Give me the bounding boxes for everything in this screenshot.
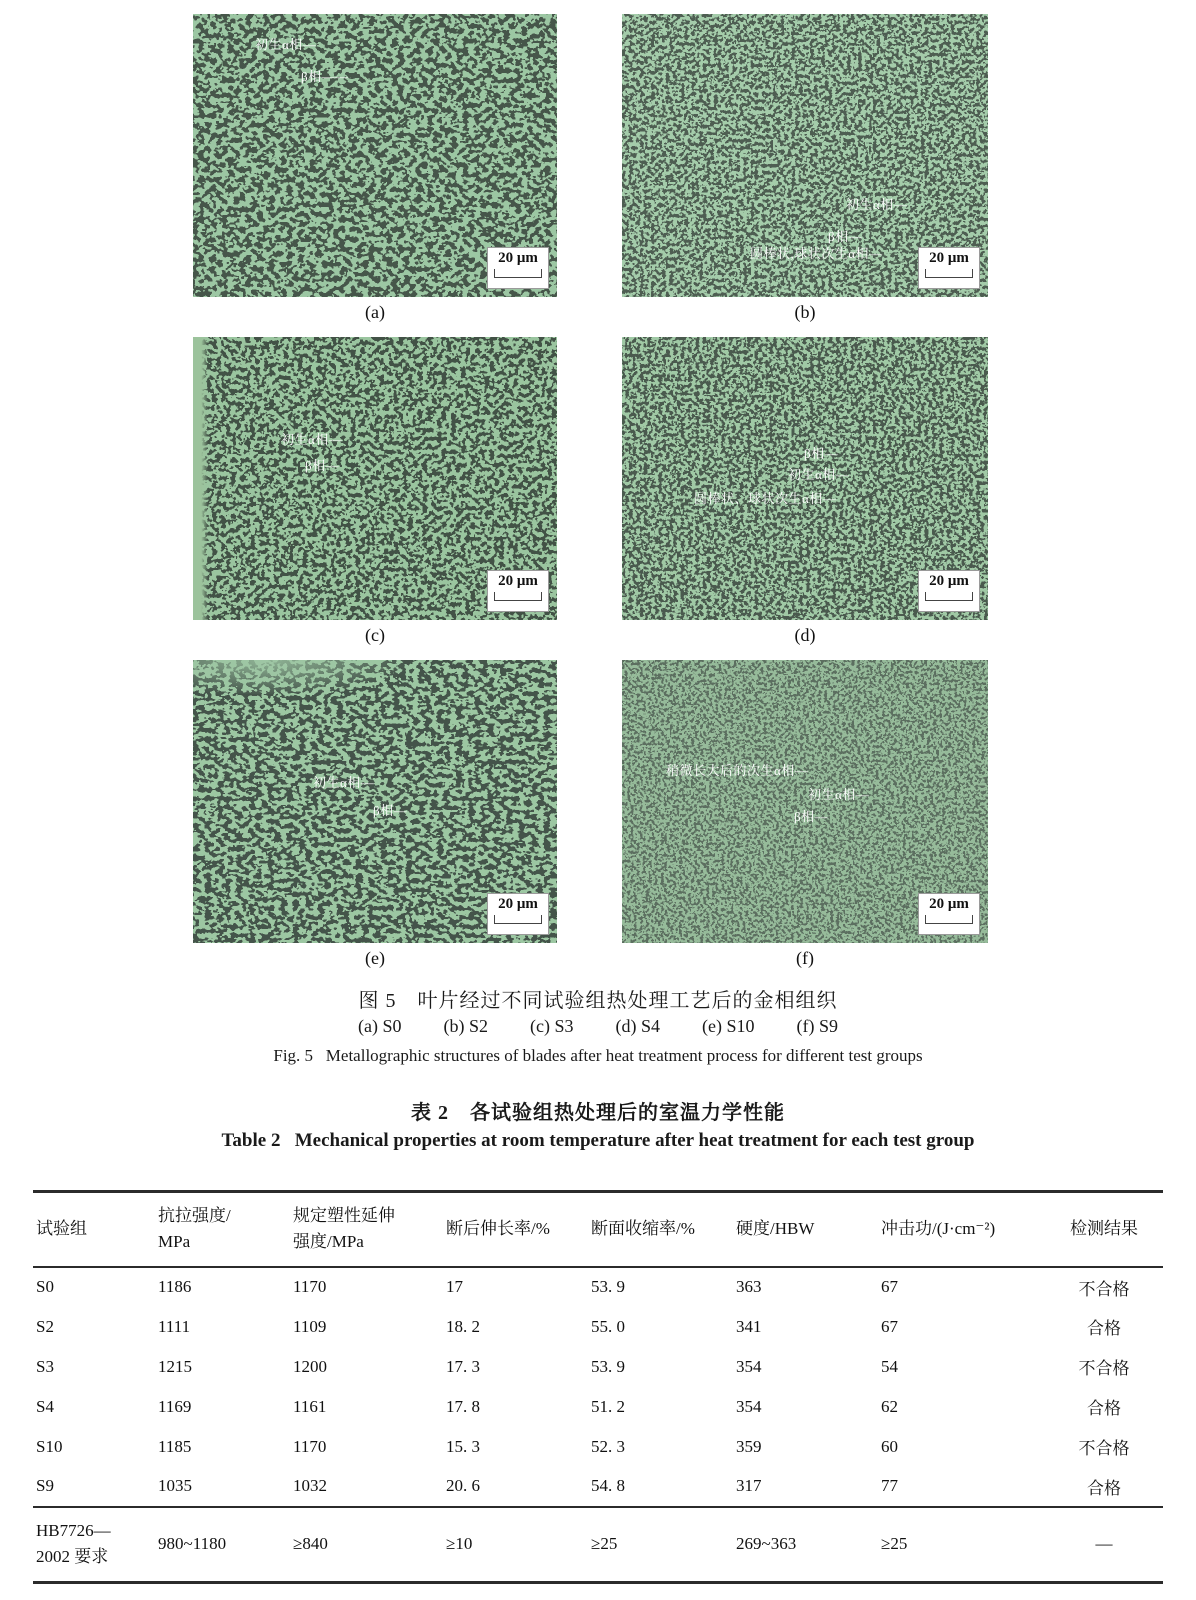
annotation-beta-phase: β相— [305,458,340,473]
cell-hardness: 363 [736,1277,762,1296]
scale-bar [487,247,549,289]
table-row-s3 [33,1347,1163,1387]
annotation-primary-alpha: 初生α相— [808,787,870,802]
subfigure-tag-f: (f) [796,948,814,968]
figure-caption-subitems [0,1016,1196,1037]
scale-bar-label: 20 μm [929,250,969,266]
cell-proof: 1200 [293,1356,327,1376]
scale-bar [487,570,549,612]
table-row-s4 [33,1387,1163,1427]
scale-bar-bracket [494,915,542,924]
cell-impact: 67 [881,1316,898,1336]
cell-tensile: 980~1180 [158,1534,227,1554]
scale-bar-bracket [925,915,973,924]
annotation-beta-phase: β相— [804,446,839,461]
cell-proof: 1170 [293,1277,327,1296]
subfigure-tag-c: (c) [365,625,385,645]
cell-impact: 54 [881,1356,898,1376]
cell-group: S0 [36,1277,54,1296]
scale-bar [918,247,980,289]
annotation-beta-phase: β相— [794,809,829,824]
cell-result: 不合格 [1078,1439,1130,1458]
annotation-primary-alpha: 初生α相— [788,467,850,482]
cell-proof: 1032 [293,1476,327,1495]
cell-impact: 60 [881,1436,898,1456]
header-impact-energy: 冲击功/(J·cm⁻²) [881,1219,996,1239]
scale-bar-bracket [925,592,973,601]
cell-reduction: 55. 0 [591,1316,625,1336]
cell-reduction: 51. 2 [591,1396,625,1416]
cell-reduction: 53. 9 [591,1277,625,1296]
cell-elongation: 18. 2 [446,1316,480,1336]
cell-elongation: 17. 3 [446,1356,480,1376]
cell-hardness: 354 [736,1396,762,1416]
table-row-s9 [33,1467,1163,1507]
cell-elongation: 17 [446,1277,463,1296]
smooth-region-overlay [193,660,404,694]
cell-group: S2 [36,1316,54,1336]
caption-item-b: (b) S2 [443,1016,488,1036]
header-test-result: 检测结果 [1070,1219,1138,1239]
scale-bar-bracket [925,269,973,278]
table-row-requirement [33,1507,1163,1583]
cell-hardness: 269~363 [736,1534,797,1554]
header-row [33,1192,1163,1267]
annotation-beta-phase: β相—— [301,69,349,84]
cell-reduction: 52. 3 [591,1436,625,1456]
caption-item-d: (d) S4 [615,1016,660,1036]
cell-hardness: 359 [736,1436,762,1456]
subfigure-tag-b: (b) [794,302,816,322]
annotation-primary-alpha: 初生α相— [255,37,317,52]
scale-bar-label: 20 μm [929,573,969,589]
cell-result: 合格 [1087,1319,1121,1338]
micrograph-c [193,337,557,620]
cell-hardness: 354 [736,1356,762,1376]
cell-elongation: 20. 6 [446,1476,480,1495]
scale-bar-label: 20 μm [498,896,538,912]
micrograph-d [622,337,988,620]
scale-bar-label: 20 μm [929,896,969,912]
header-elongation: 断后伸长率/% [446,1219,550,1239]
scale-bar-bracket [494,269,542,278]
cell-group: S3 [36,1356,54,1376]
cell-result: 合格 [1087,1478,1121,1498]
cell-reduction: ≥25 [591,1534,618,1554]
cell-group [33,1507,155,1583]
caption-item-a: (a) S0 [358,1016,402,1036]
micrograph-f [622,660,988,943]
figure-caption-en: Fig. 5 Metallographic structures of blades after heat treatment process for different test groups [273,1046,923,1065]
cell-tensile: 1169 [158,1396,192,1416]
header-test-group: 试验组 [36,1219,87,1239]
caption-item-f: (f) S9 [796,1016,838,1036]
cell-tensile: 1035 [158,1476,192,1495]
cell-group: S4 [36,1396,54,1416]
cell-impact: ≥25 [881,1534,908,1554]
figure-caption-cn: 图 5 叶片经过不同试验组热处理工艺后的金相组织 [358,990,838,1012]
annotation-beta-phase: β相— [373,803,408,818]
requirement-standard-line2: 2002 要求 [36,1547,109,1567]
cell-result: 不合格 [1078,1359,1130,1378]
header-reduction-of-area: 断面收缩率/% [591,1219,695,1239]
cell-result: 合格 [1087,1399,1121,1418]
cell-group: S9 [36,1476,54,1495]
cell-result: — [1095,1534,1113,1554]
cell-proof: 1109 [293,1316,327,1336]
cell-impact: 67 [881,1277,898,1296]
mechanical-properties-table [33,1190,1163,1584]
annotation-primary-alpha: 初生α相— [846,197,908,212]
cell-hardness: 317 [736,1476,762,1495]
annotation-secondary-alpha: 圆棒状,球状次生α相— [750,246,883,261]
cell-impact: 77 [881,1476,898,1495]
table-title-cn: 表 2 各试验组热处理后的室温力学性能 [411,1102,785,1124]
header-proof-strength: 规定塑性延伸 强度/MPa [293,1206,395,1252]
cell-tensile: 1186 [158,1277,192,1296]
cell-elongation: 15. 3 [446,1436,480,1456]
scale-bar-label: 20 μm [498,573,538,589]
cell-group: S10 [36,1436,63,1456]
subfigure-tag-a: (a) [365,302,385,322]
cell-impact: 62 [881,1396,898,1416]
caption-item-c: (c) S3 [530,1016,574,1036]
annotation-grown-secondary-alpha: 稍微长大后的次生α相— [666,763,809,778]
cell-tensile: 1111 [158,1316,191,1336]
annotation-secondary-alpha: 圆棒状、球状次生α相— [694,491,837,506]
cell-reduction: 54. 8 [591,1476,625,1495]
caption-item-e: (e) S10 [702,1016,755,1036]
cell-proof: 1170 [293,1436,327,1456]
header-hardness: 硬度/HBW [736,1219,815,1239]
scale-bar-bracket [494,592,542,601]
cell-tensile: 1185 [158,1436,192,1456]
requirement-standard-line1: HB7726— [36,1521,111,1541]
cell-result: 不合格 [1078,1279,1130,1299]
scale-bar [487,893,549,935]
annotation-primary-alpha: 初生α相— [313,775,375,790]
cell-proof: ≥840 [293,1534,328,1554]
cell-tensile: 1215 [158,1356,192,1376]
cell-reduction: 53. 9 [591,1356,625,1376]
table-row-s10 [33,1427,1163,1467]
annotation-primary-alpha: 初生α相— [281,432,343,447]
micrograph-a [193,14,557,297]
table-row-s0 [33,1267,1163,1307]
micrograph-b [622,14,988,297]
subfigure-tag-d: (d) [794,625,816,645]
cell-hardness: 341 [736,1316,762,1336]
subfigure-tag-e: (e) [365,948,385,968]
table-title-en: Table 2 Mechanical properties at room temperature after heat treatment for each test group [221,1130,975,1151]
blade-edge-strip [193,337,208,620]
table-row-s2 [33,1307,1163,1347]
scale-bar [918,570,980,612]
cell-elongation: ≥10 [446,1534,473,1554]
scale-bar-label: 20 μm [498,250,538,266]
scale-bar [918,893,980,935]
header-tensile-strength: 抗拉强度/ MPa [158,1206,231,1252]
cell-elongation: 17. 8 [446,1396,480,1416]
micrograph-e [193,660,557,943]
cell-proof: 1161 [293,1396,327,1416]
annotation-beta-phase: β相— [828,229,863,244]
